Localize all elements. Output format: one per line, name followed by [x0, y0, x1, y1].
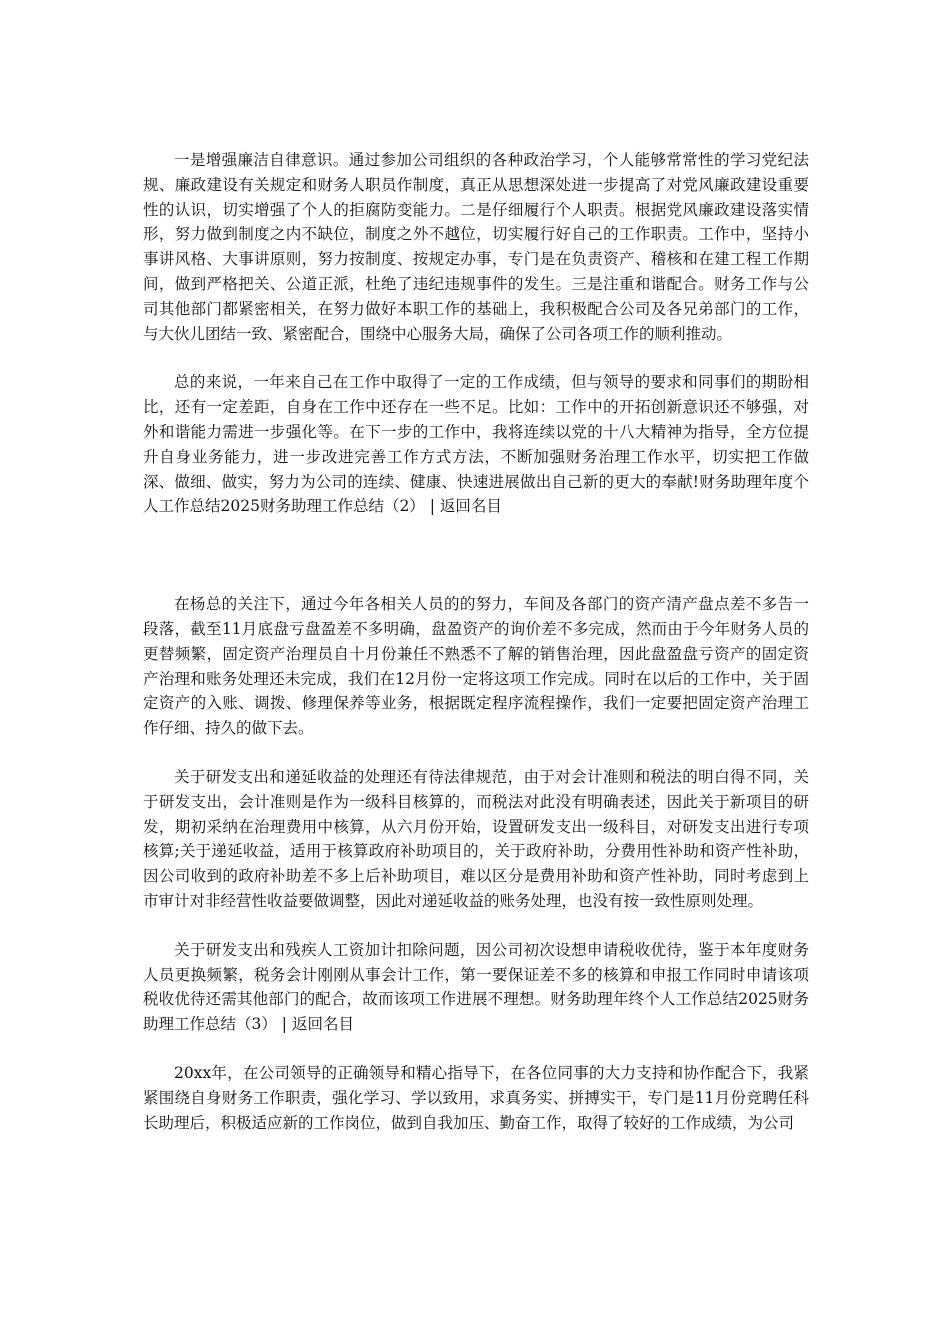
- paragraph-spacer: [143, 741, 809, 765]
- paragraph-spacer: [143, 1037, 809, 1061]
- paragraph-fixed-assets: 在杨总的关注下，通过今年各相关人员的的努力，车间及各部门的资产清产盘点差不多告一段落，截至11月底盘亏盘盈差不多明确，盘盈资产的询价差不多完成，然而由于今年财务人员的更替频繁，固定资产治理员自十月份兼任不熟悉不了解的销售治理，因此盘盈盘亏资产的固定资产治理和账务处理还未完成，我们在12月份一定将这项工作完成。同时在以后的工作中，关于固定资产的入账、调拨、修理保养等业务，根据既定程序流程操作，我们一定要把固定资产治理工作仔细、持久的做下去。: [143, 595, 809, 738]
- paragraph-tax-deduction: 关于研发支出和残疾人工资加计扣除问题，因公司初次设想申请税收优待，鉴于本年度财务人员更换频繁，税务会计刚刚从事会计工作，第一要保证差不多的核算和申报工作同时申请该项税收优待还需其他部门的配合，故而该项工作进展不理想。财务助理年终个人工作总结2025财务助理工作总结（3） | 返回名目: [143, 940, 809, 1034]
- paragraph-rd-deferred-income: 关于研发支出和递延收益的处理还有待法律规范，由于对会计准则和税法的明白得不同，关于研发支出，会计准则是作为一级科目核算的，而税法对此没有明确表述，因此关于新项目的研发，期初采纳在治理费用中核算，从六月份开始，设置研发支出一级科目，对研发支出进行专项核算;关于递延收益，适用于核算政府补助项目的，关于政府补助，分费用性补助和资产性补助，因公司收到的政府补助差不多上后补助项目，难以区分是费用补助和资产性补助，同时考虑到上市审计对非经营性收益要做调整，因此对递延收益的账务处理，也没有按一致性原则处理。: [143, 767, 809, 910]
- paragraph-spacer: [143, 914, 809, 938]
- document-body: [143, 148, 809, 1135]
- paragraph-year-review: 20xx年，在公司领导的正确领导和精心指导下，在各位同事的大力支持和协作配合下，我紧紧围绕自身财务工作职责，强化学习、学以致用，求真务实、拼搏实干，专门是11月份竞聘任科长助理后，积极适应新的工作岗位，做到自我加压、勤奋工作，取得了较好的工作成绩，为公司: [143, 1063, 809, 1132]
- paragraph-summary: 总的来说，一年来自己在工作中取得了一定的工作成绩，但与领导的要求和同事们的期盼相比，还有一定差距，自身在工作中还存在一些不足。比如：工作中的开拓创新意识还不够强，对外和谐能力需进一步强化等。在下一步的工作中，我将连续以党的十八大精神为指导，全方位提升自身业务能力，进一步改进完善工作方式方法，不断加强财务治理工作水平，切实把工作做深、做细、做实，努力为公司的连续、健康、快速进展做出自己新的更大的奉献!财务助理年度个人工作总结2025财务助理工作总结（2） | 返回名目: [143, 373, 809, 516]
- paragraph-integrity: 一是增强廉洁自律意识。通过参加公司组织的各种政治学习，个人能够常常性的学习党纪法规、廉政建设有关规定和财务人职员作制度，真正从思想深处进一步提高了对党风廉政建设重要性的认识，切实增强了个人的拒腐防变能力。二是仔细履行个人职责。根据党风廉政建设落实情形，努力做到制度之内不缺位，制度之外不越位，切实履行好自己的工作职责。工作中，坚持小事讲风格、大事讲原则，努力按制度、按规定办事，专门是在负责资产、稽核和在建工程工作期间，做到严格把关、公道正派，杜绝了违纪违规事件的发生。三是注重和谐配合。财务工作与公司其他部门都紧密相关，在努力做好本职工作的基础上，我积极配合公司及各兄弟部门的工作，与大伙儿团结一致、紧密配合，围绕中心服务大局，确保了公司各项工作的顺利推动。: [143, 151, 809, 343]
- section-spacer: [143, 519, 809, 592]
- paragraph-spacer: [143, 346, 809, 370]
